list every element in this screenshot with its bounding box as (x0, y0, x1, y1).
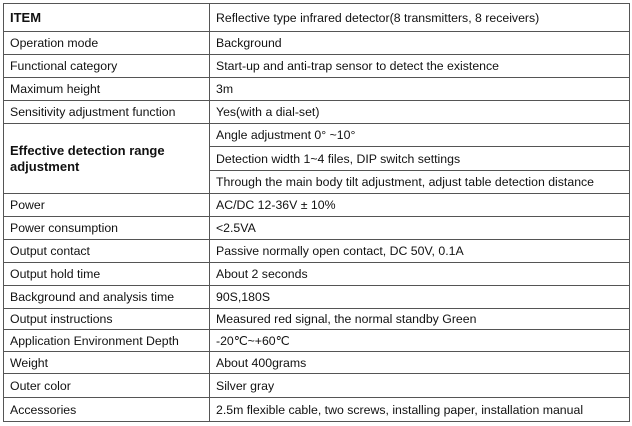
row-value: Measured red signal, the normal standby Green (210, 309, 630, 330)
item-value: Reflective type infrared detector(8 transmitters, 8 receivers) (210, 4, 630, 32)
table-row (4, 330, 630, 352)
row-label: Output instructions (4, 309, 210, 330)
table-row (4, 309, 630, 330)
row-value: Silver gray (210, 374, 630, 398)
detection-value: Angle adjustment 0° ~10° (210, 124, 630, 147)
row-label: Weight (4, 352, 210, 374)
item-label: ITEM (4, 4, 210, 32)
table-row-header (4, 4, 630, 32)
table-row (4, 263, 630, 286)
row-value: 90S,180S (210, 286, 630, 309)
row-value: About 400grams (210, 352, 630, 374)
table-row (4, 32, 630, 55)
table-row (4, 78, 630, 101)
row-value: Passive normally open contact, DC 50V, 0.1A (210, 240, 630, 263)
row-label: Operation mode (4, 32, 210, 55)
row-label: Sensitivity adjustment function (4, 101, 210, 124)
row-label: Output contact (4, 240, 210, 263)
row-label: Maximum height (4, 78, 210, 101)
row-value: <2.5VA (210, 217, 630, 240)
table-row (4, 286, 630, 309)
table-row (4, 352, 630, 374)
table-row (4, 101, 630, 124)
row-label: Accessories (4, 398, 210, 422)
row-label: Background and analysis time (4, 286, 210, 309)
row-value: 3m (210, 78, 630, 101)
row-value: -20℃~+60℃ (210, 330, 630, 352)
detection-value: Detection width 1~4 files, DIP switch settings (210, 147, 630, 171)
detection-value: Through the main body tilt adjustment, adjust table detection distance (210, 171, 630, 194)
row-label: Power (4, 194, 210, 217)
row-value: Background (210, 32, 630, 55)
table-row (4, 240, 630, 263)
table-row (4, 398, 630, 422)
spec-table (3, 3, 630, 422)
table-row-detection (4, 124, 630, 147)
row-label: Power consumption (4, 217, 210, 240)
row-value: AC/DC 12-36V ± 10% (210, 194, 630, 217)
table-row (4, 217, 630, 240)
row-label: Application Environment Depth (4, 330, 210, 352)
row-value: Yes(with a dial-set) (210, 101, 630, 124)
table-row (4, 374, 630, 398)
row-label: Functional category (4, 55, 210, 78)
row-label: Outer color (4, 374, 210, 398)
detection-label: Effective detection range adjustment (4, 124, 210, 194)
row-value: About 2 seconds (210, 263, 630, 286)
row-value: Start-up and anti-trap sensor to detect the existence (210, 55, 630, 78)
row-value: 2.5m flexible cable, two screws, installing paper, installation manual (210, 398, 630, 422)
table-row (4, 55, 630, 78)
table-row (4, 194, 630, 217)
row-label: Output hold time (4, 263, 210, 286)
